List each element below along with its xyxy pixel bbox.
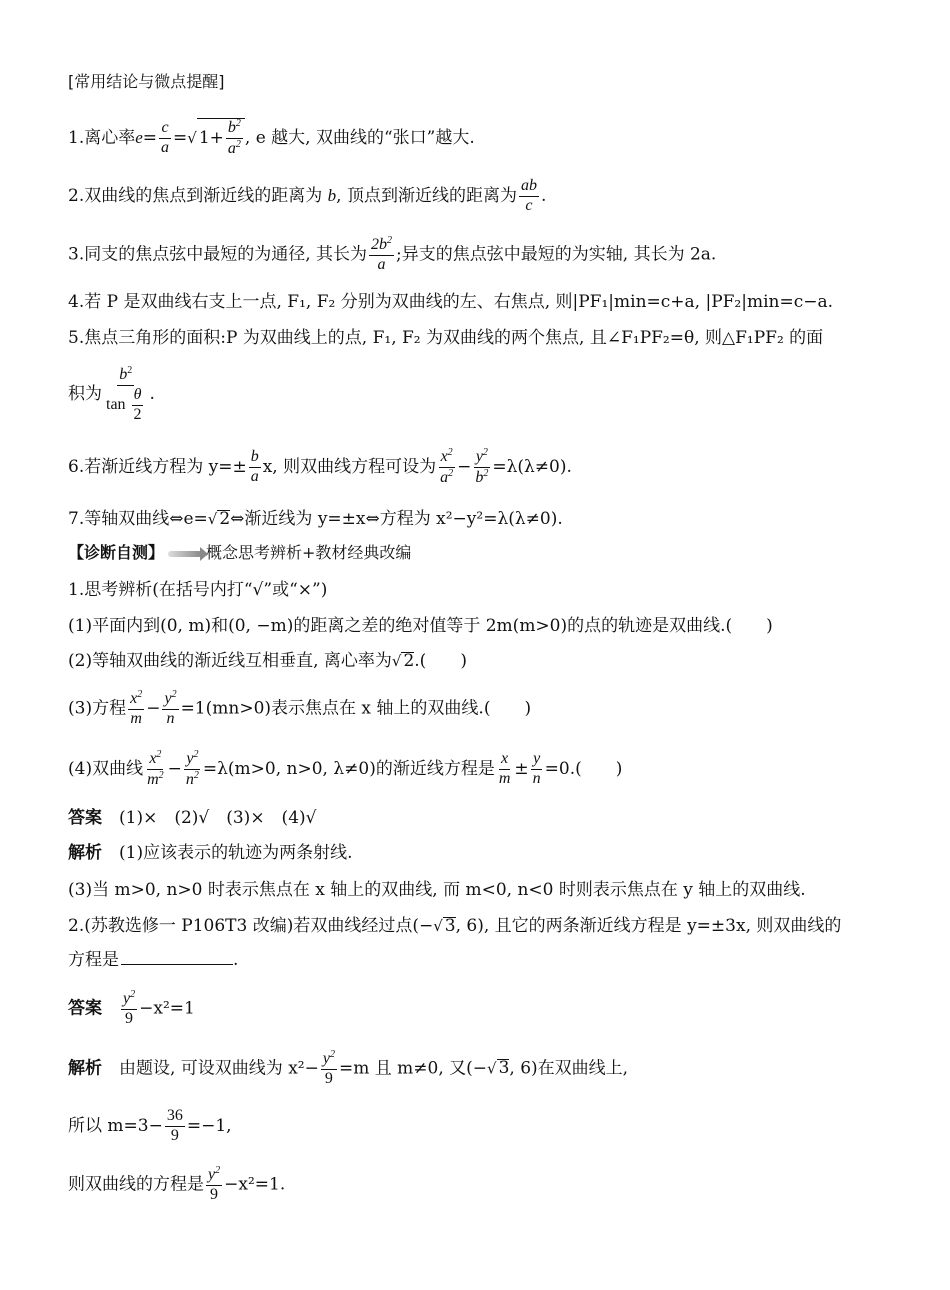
q1-explain: 解析 (1)应该表示的轨迹为两条射线.: [68, 843, 353, 863]
q2-explain-3: 则双曲线的方程是 $\frac{y^2}{9}$ −x²=1.: [68, 1165, 286, 1203]
diagnosis-header: 【诊断自测】 概念思考辨析+教材经典改编: [68, 543, 412, 562]
conclusion-5a: 5.焦点三角形的面积:P 为双曲线上的点, F₁, F₂ 为双曲线的两个焦点, 且∠F₁PF₂=θ, 则△F₁PF₂ 的面: [68, 328, 824, 348]
conclusion-1: 1.离心率e= $\frac{c}{a}$ =√ 1+ $\frac{b^2}{a^2}$ , e 越大, 双曲线的“张口”越大.: [68, 118, 475, 157]
q2-explain-1: 解析 由题设, 可设双曲线为 x²− $\frac{y^2}{9}$ =m 且 m≠0, 又(−√ 3, 6)在双曲线上,: [68, 1049, 629, 1087]
arrow-icon: [168, 551, 202, 557]
q1-s4: (4)双曲线 $\frac{x^2}{m^2}$ − $\frac{y^2}{n^2}$ =λ(m>0, n>0, λ≠0)的渐近线方程是 $\frac{x}{m}$ ± $\frac{y}{n}$ =0.( ): [68, 749, 623, 788]
q2-answer: 答案 $\frac{y^2}{9}$ −x²=1: [68, 989, 195, 1027]
conclusion-5b: 积为 $b^2$ tan $\frac{\theta}{2}$ .: [68, 365, 155, 423]
q2-line1: 2.(苏教选修一 P106T3 改编)若双曲线经过点(−√ 3, 6), 且它的两条渐近线方程是 y=±3x, 则双曲线的: [68, 916, 842, 936]
q1-s2: (2)等轴双曲线的渐近线互相垂直, 离心率为√ 2.( ): [68, 651, 467, 671]
q1-s1: (1)平面内到(0, m)和(0, −m)的距离之差的绝对值等于 2m(m>0)的点的轨迹是双曲线.( ): [68, 616, 773, 636]
q1-title: 1.思考辨析(在括号内打“√”或“×”): [68, 580, 328, 600]
conclusion-7: 7.等轴双曲线⇔e=√ 2⇔渐近线为 y=±x⇔方程为 x²−y²=λ(λ≠0).: [68, 509, 563, 529]
conclusion-2: 2.双曲线的焦点到渐近线的距离为 b, 顶点到渐近线的距离为 $\frac{ab}{c}$ .: [68, 177, 547, 214]
conclusion-4: 4.若 P 是双曲线右支上一点, F₁, F₂ 分别为双曲线的左、右焦点, 则|PF₁|min=c+a, |PF₂|min=c−a.: [68, 292, 834, 312]
q1-explain-2: (3)当 m>0, n>0 时表示焦点在 x 轴上的双曲线, 而 m<0, n<0 时则表示焦点在 y 轴上的双曲线.: [68, 880, 806, 900]
answer-blank: [121, 964, 233, 965]
conclusions-title: [常用结论与微点提醒]: [68, 72, 225, 91]
q2-explain-2: 所以 m=3− $\frac{36}{9}$ =−1,: [68, 1107, 232, 1144]
conclusion-6: 6.若渐近线方程为 y=± $\frac{b}{a}$ x, 则双曲线方程可设为 $\frac{x^2}{a^2}$ − $\frac{y^2}{b^2}$ =λ(λ≠0).: [68, 447, 572, 486]
q1-answer: 答案 (1)× (2)√ (3)× (4)√: [68, 808, 317, 828]
q2-line2: 方程是 .: [68, 950, 239, 970]
q1-s3: (3)方程 $\frac{x^2}{m}$ − $\frac{y^2}{n}$ =1(mn>0)表示焦点在 x 轴上的双曲线.( ): [68, 689, 532, 727]
conclusion-3: 3.同支的焦点弦中最短的为通径, 其长为 $\frac{2b^2}{a}$ ;异支的焦点弦中最短的为实轴, 其长为 2a.: [68, 235, 717, 273]
